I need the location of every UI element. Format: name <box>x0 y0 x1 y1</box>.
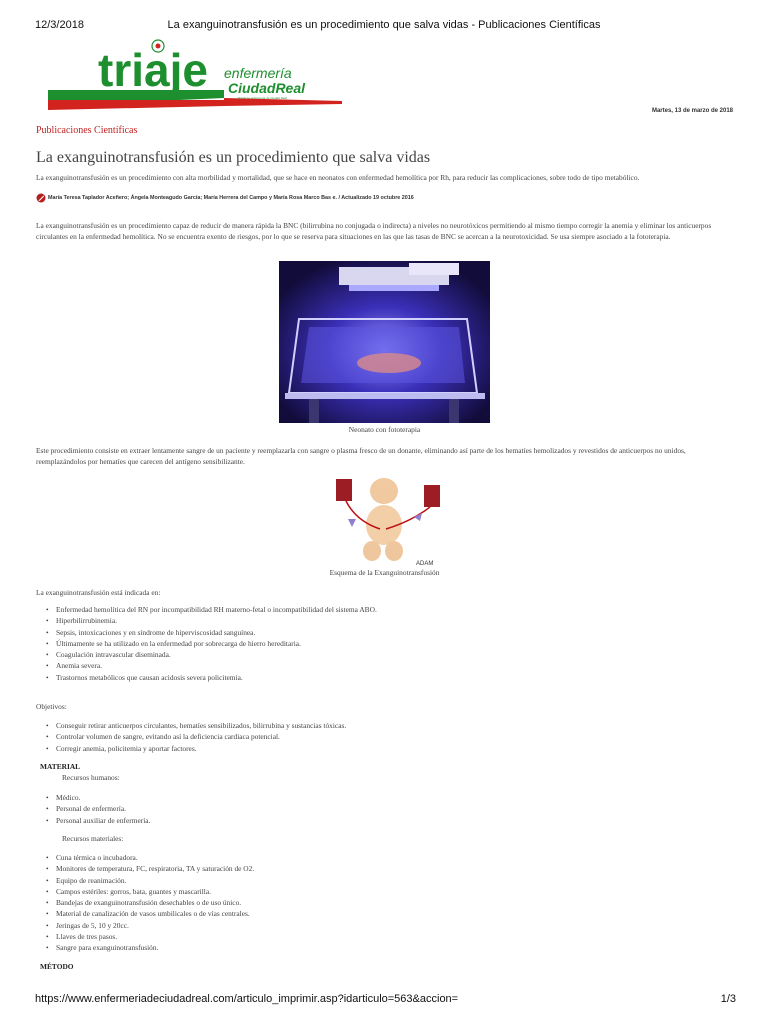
list-item: • Médico. <box>36 792 736 803</box>
list-item: • Conseguir retirar anticuerpos circulantes, hematíes sensibilizados, bilirrubina y sustancias tóxicas. <box>36 720 736 731</box>
print-url[interactable]: https://www.enfermeriadeciudadreal.com/articulo_imprimir.asp?idarticulo=563&accion= <box>35 993 459 1005</box>
list-item: • Corregir anemia, policitemia y aportar factores. <box>36 743 736 754</box>
material-resources-label: Recursos materiales: <box>62 834 124 843</box>
list-item: • Material de canalización de vasos umbilicales o de vías centrales. <box>36 908 736 919</box>
author-icon <box>36 193 46 203</box>
section-link[interactable]: Publicaciones Científicas <box>36 125 138 136</box>
indications-list <box>36 604 736 683</box>
list-item: • Enfermedad hemolítica del RN por incompatibilidad RH materno-fetal o incompatibilidad del sistema ABO. <box>36 604 736 615</box>
article-title: La exanguinotransfusión es un procedimiento que salva vidas <box>36 149 431 166</box>
list-item: • Jeringas de 5, 10 y 20cc. <box>36 920 736 931</box>
list-item: • Controlar volumen de sangre, evitando así la deficiencia cardiaca potencial. <box>36 731 736 742</box>
list-item: • Personal auxiliar de enfermería. <box>36 815 736 826</box>
logo-tagline: Portal de enfermería de Ciudad Real <box>238 96 287 100</box>
logo-sub2-text: CiudadReal <box>228 80 306 96</box>
indications-heading: La exanguinotransfusión está indicada en: <box>36 588 161 597</box>
site-logo[interactable] <box>46 38 346 110</box>
list-item: • Sangre para exanguinotransfusión. <box>36 942 736 953</box>
list-item: • Personal de enfermería. <box>36 803 736 814</box>
list-item: • Sepsis, intoxicaciones y en síndrome de hiperviscosidad sanguínea. <box>36 627 736 638</box>
diagram-watermark: ADAM <box>416 561 434 567</box>
byline-text: María Teresa Taplador Aceñero; Ángela Monteagudo García; María Herrera del Campo y María Rosa Marco Bas e. / Actualizado 19 octubre 2016 <box>48 195 414 201</box>
print-page-number: 1/3 <box>720 993 736 1005</box>
list-item: • Campos estériles: gorros, bata, guantes y mascarilla. <box>36 886 736 897</box>
material-heading: MATERIAL <box>40 762 81 771</box>
list-item: • Llaves de tres pasos. <box>36 931 736 942</box>
list-item: • Monitores de temperatura, FC, respiratoria, TA y saturación de O2. <box>36 863 736 874</box>
phototherapy-photo <box>279 261 490 423</box>
method-heading: MÉTODO <box>40 962 74 971</box>
list-item: • Últimamente se ha utilizado en la enfermedad por sobrecarga de hierro hereditaria. <box>36 638 736 649</box>
article-lead: La exanguinotransfusión es un procedimiento con alta morbilidad y mortalidad, que se hace en neonatos con enfermedad hemolítica por Rh, para reducir las complicaciones, sobre todo de tipo metabólico. <box>36 173 640 182</box>
print-date: 12/3/2018 <box>35 19 84 31</box>
list-item: • Hiperbilirrubinemia. <box>36 615 736 626</box>
objectives-list <box>36 720 736 754</box>
article-paragraph-2: Este procedimiento consiste en extraer lentamente sangre de un paciente y reemplazarla con sangre o plasma fresco de un donante, eliminando así parte de los hematíes hemolizados y revestidos de anticuerpos no unidos, reemplazándolos por hematíes que carecen del antígeno sensibilizante. <box>36 446 686 466</box>
list-item: • Anemia severa. <box>36 660 736 671</box>
photo-caption: Neonato con fototerapia <box>348 425 421 434</box>
exchange-transfusion-diagram <box>332 475 444 567</box>
print-page-title: La exanguinotransfusión es un procedimiento que salva vidas - Publicaciones Científicas <box>167 19 601 31</box>
list-item: • Trastornos metabólicos que causan acidosis severa policitemia. <box>36 672 736 683</box>
article-byline <box>36 193 736 203</box>
human-resources-list <box>36 792 736 826</box>
material-resources-list <box>36 852 736 954</box>
objectives-heading: Objetivos: <box>36 702 67 711</box>
logo-sub1-text: enfermería <box>224 65 292 81</box>
article-paragraph-1: La exanguinotransfusión es un procedimiento capaz de reducir de manera rápida la BNC (bilirrubina no conjugada o indirecta) a niveles no neurotóxicos permitiendo al mismo tiempo corregir la anemia y eliminar los anticuerpos circulantes en la enfermedad hemolítica. No se encuentra exento de riesgos, por lo que se reserva para situaciones en las que las tasas de BNC se acercan a la neurotoxicidad. Se usa siempre asociado a la fototerapia. <box>36 221 712 241</box>
list-item: • Bandejas de exanguinotransfusión desechables o de uso único. <box>36 897 736 908</box>
human-resources-label: Recursos humanos: <box>62 773 120 782</box>
list-item: • Equipo de reanimación. <box>36 875 736 886</box>
diagram-caption: Esquema de la Exanguinotransfusión <box>329 568 440 577</box>
logo-main-text: triaje <box>98 44 208 96</box>
site-date: Martes, 13 de marzo de 2018 <box>651 108 733 114</box>
list-item: • Cuna térmica o incubadora. <box>36 852 736 863</box>
list-item: • Coagulación intravascular diseminada. <box>36 649 736 660</box>
